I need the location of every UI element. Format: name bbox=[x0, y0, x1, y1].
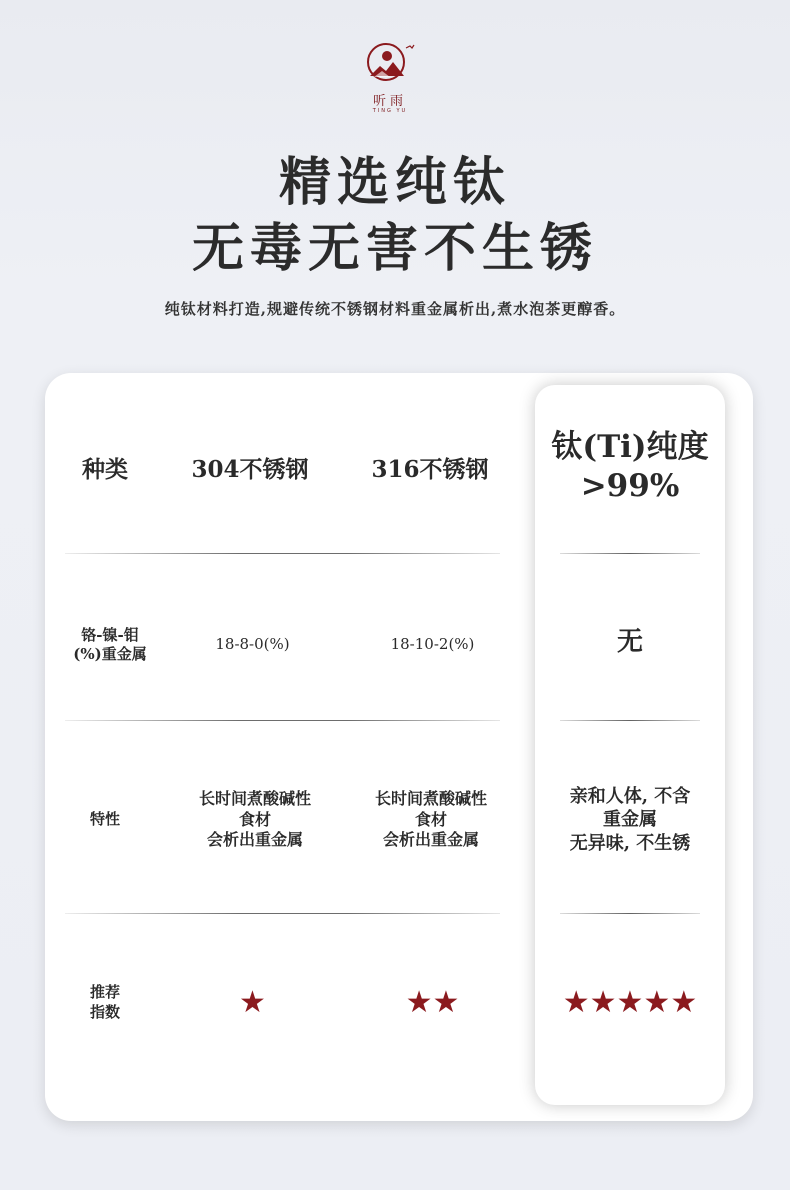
header-titanium: 钛(Ti)纯度 >99% bbox=[551, 429, 709, 504]
rating-316-stars: ★★ bbox=[405, 985, 460, 1020]
row-divider bbox=[65, 913, 500, 914]
hero-subtitle: 纯钛材料打造,规避传统不锈钢材料重金属析出,煮水泡茶更醇香。 bbox=[164, 300, 626, 318]
rating-ti-stars: ★★★★★ bbox=[562, 985, 698, 1020]
cell-316-heavy-metal: 18-10-2(%) bbox=[390, 635, 475, 654]
header-category: 种类 bbox=[82, 456, 128, 484]
cell-ti-property: 亲和人体, 不含 重金属 无异味, 不生锈 bbox=[569, 785, 691, 854]
row-divider bbox=[560, 720, 700, 721]
cell-ti-heavy-metal: 无 bbox=[616, 626, 643, 657]
header-304: 304不锈钢 bbox=[191, 456, 309, 484]
row-divider bbox=[560, 553, 700, 554]
brand-logo bbox=[360, 40, 430, 120]
cell-304-heavy-metal: 18-8-0(%) bbox=[215, 635, 290, 654]
cell-316-property: 长时间煮酸碱性 食材 会析出重金属 bbox=[374, 788, 487, 850]
row-label-heavy-metal: 铬-镍-钼 (%)重金属 bbox=[73, 625, 147, 663]
rating-304-stars: ★ bbox=[239, 985, 266, 1020]
row-divider bbox=[560, 913, 700, 914]
cell-304-property: 长时间煮酸碱性 食材 会析出重金属 bbox=[198, 788, 311, 850]
header-316: 316不锈钢 bbox=[371, 456, 489, 484]
row-label-property: 特性 bbox=[89, 810, 120, 829]
hero-title-line2: 无毒无害不生锈 bbox=[191, 218, 598, 279]
row-divider bbox=[65, 720, 500, 721]
brand-name-cn: 听雨 bbox=[372, 94, 407, 109]
row-divider bbox=[65, 553, 500, 554]
row-label-rating: 推荐 指数 bbox=[89, 983, 120, 1021]
mountain-sun-logo-icon bbox=[360, 40, 420, 90]
hero-title-line1: 精选纯钛 bbox=[278, 152, 511, 213]
brand-name-en: TING YU bbox=[372, 108, 408, 114]
